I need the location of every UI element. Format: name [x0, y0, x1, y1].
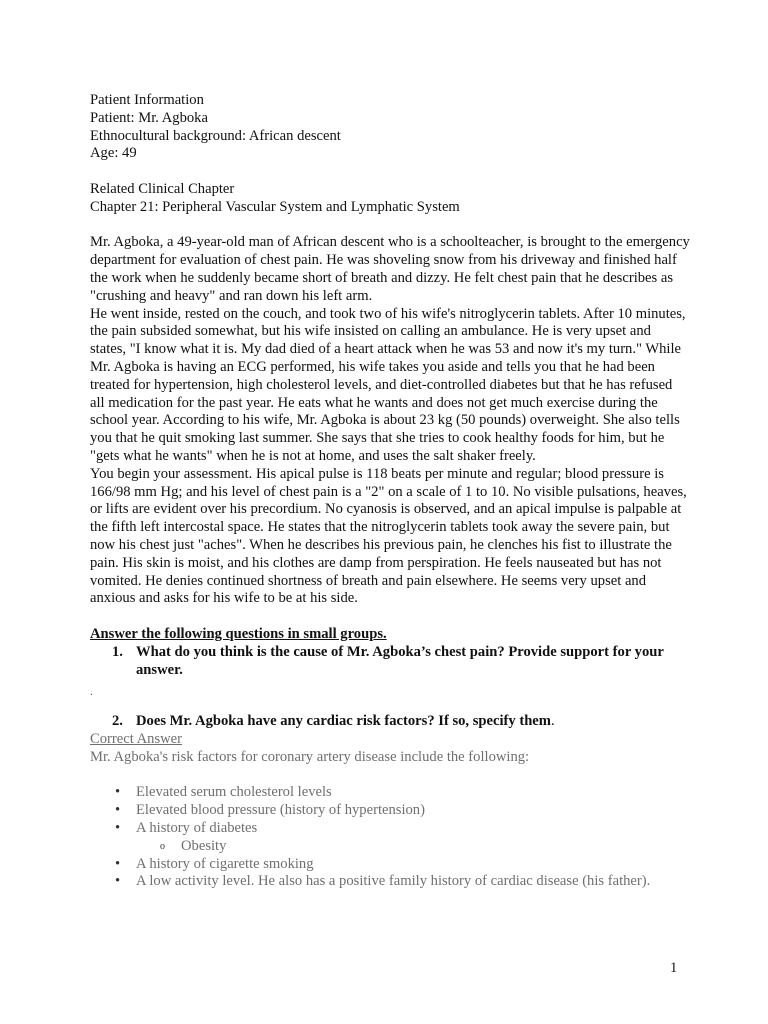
- clinical-chapter-title: Chapter 21: Peripheral Vascular System and Lymphatic System: [90, 198, 460, 215]
- risk-factor-text: A history of diabetes: [136, 820, 258, 837]
- risk-factor-text: A history of cigarette smoking: [136, 855, 314, 872]
- question-2-text: Does Mr. Agboka have any cardiac risk factors? If so, specify them: [136, 713, 551, 730]
- sub-bullet-icon: o: [160, 840, 165, 852]
- case-paragraph: You begin your assessment. His apical pulse is 118 beats per minute and regular; blood pressure is 166/98 mm Hg; and his level of chest pain is a "2" on a scale of 1 to 10. No visible pulsations, heaves, or lifts are evident over his precordium. No cyanosis is observed, and an apical impulse is palpable at the fifth left intercostal space. He states that the nitroglycerin tablets took away the severe pain, but now his chest just "aches". When he describes his previous pain, he clenches his fist to illustrate the pain. His skin is moist, and his clothes are damp from perspiration. He feels nauseated but has not vomited. He denies continued shortness of breath and pain elsewhere. He seems very upset and anxious and asks for his wife to be at his side.: [90, 465, 687, 607]
- answer-intro: Mr. Agboka's risk factors for coronary artery disease include the following:: [90, 748, 530, 765]
- patient-name: Patient: Mr. Agboka: [90, 109, 208, 126]
- bullet-icon: •: [115, 802, 121, 819]
- question-1: [90, 644, 690, 680]
- list-item: [90, 856, 690, 874]
- list-item: [90, 838, 690, 856]
- bullet-icon: •: [115, 820, 121, 837]
- case-study-text: [90, 234, 690, 608]
- risk-factor-text: Obesity: [181, 837, 227, 854]
- risk-factor-list: [90, 784, 690, 891]
- question-2-end: .: [550, 713, 555, 730]
- case-paragraph: Mr. Agboka, a 49-year-old man of African descent who is a schoolteacher, is brought to the emergency department for evaluation of chest pain. He was shoveling snow from his driveway and finished half the work when he suddenly became short of breath and dizzy. He felt chest pain that he describes as "crushing and heavy" and ran down his left arm.: [90, 234, 690, 304]
- page-number: 1: [670, 960, 678, 976]
- correct-answer-label: Correct Answer: [90, 731, 182, 748]
- patient-ethnocultural-background: Ethnocultural background: African descent: [90, 127, 341, 144]
- list-item: [90, 784, 690, 802]
- patient-age: Age: 49: [90, 145, 137, 162]
- patient-information-heading: Patient Information: [90, 92, 204, 108]
- question-1-number: 1.: [112, 643, 123, 660]
- clinical-chapter-section: [90, 181, 690, 217]
- list-item: [90, 873, 690, 891]
- answer-placeholder-dot: .: [90, 686, 93, 699]
- clinical-chapter-heading: Related Clinical Chapter: [90, 180, 235, 197]
- risk-factor-text: Elevated blood pressure (history of hypertension): [136, 802, 425, 819]
- question-2-number: 2.: [112, 713, 123, 730]
- risk-factor-text: Elevated serum cholesterol levels: [136, 784, 332, 801]
- document-page: [90, 92, 690, 891]
- case-paragraph: He went inside, rested on the couch, and took two of his wife's nitroglycerin tablets. After 10 minutes, the pain subsided somewhat, but his wife insisted on calling an ambulance. He is very upset and states, "I know what it is. My dad died of a heart attack when he was 53 and now it's my turn." While Mr. Agboka is having an ECG performed, his wife takes you aside and tells you that he had been treated for hypertension, high cholesterol levels, and diet-controlled diabetes but that he has refused all medication for the past year. He eats what he wants and does not get much exercise during the school year. According to his wife, Mr. Agboka is about 23 kg (50 pounds) overweight. She also tells you that he quit smoking last summer. She says that she tries to cook healthy foods for him, but he "gets what he wants" when he is not at home, and uses the salt shaker freely.: [90, 305, 686, 464]
- question-2: [90, 713, 690, 731]
- questions-heading: Answer the following questions in small groups.: [90, 625, 387, 642]
- list-item: [90, 802, 690, 820]
- bullet-icon: •: [115, 855, 121, 872]
- bullet-icon: •: [115, 784, 121, 801]
- bullet-icon: •: [115, 873, 121, 890]
- list-item: [90, 820, 690, 838]
- risk-factor-text: A low activity level. He also has a positive family history of cardiac disease (his father).: [136, 873, 651, 890]
- patient-information-section: [90, 92, 690, 163]
- question-1-text: What do you think is the cause of Mr. Agboka’s chest pain? Provide support for your answer.: [136, 643, 664, 678]
